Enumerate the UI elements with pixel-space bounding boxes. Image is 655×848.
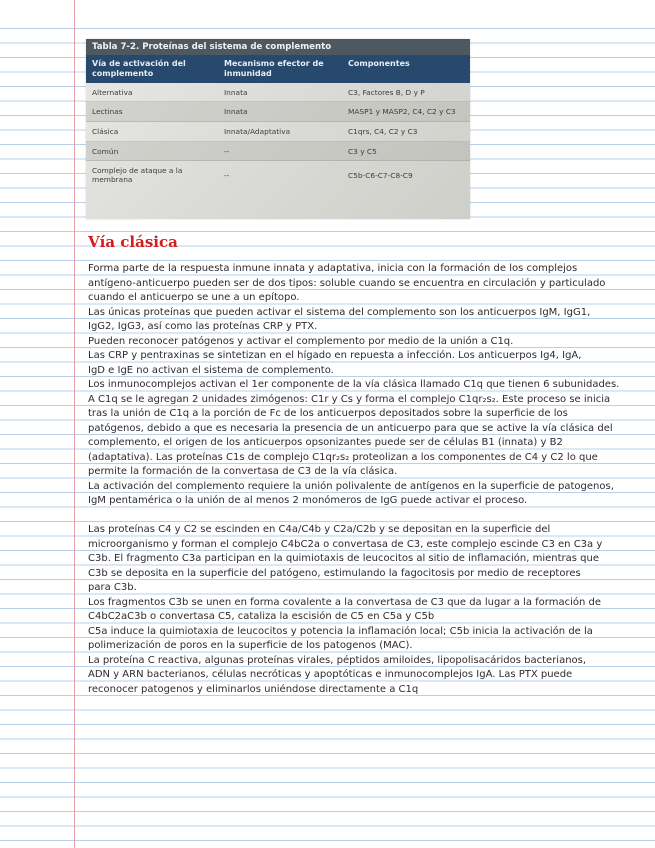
table-cell: Lectinas	[92, 107, 123, 116]
table-cell: --	[224, 170, 230, 180]
table-row	[86, 142, 470, 161]
table-cell: Innata	[224, 107, 248, 116]
section-heading: Vía clásica	[88, 233, 178, 251]
text-line: C3b se deposita en la superficie del patógeno, estimulando la fagocitosis por medio de receptores	[88, 567, 581, 579]
table-header-cell: Vía de activación del complemento	[92, 59, 186, 78]
table-row	[86, 122, 470, 142]
text-line: A C1q se le agregan 2 unidades zimógenos: C1r y Cs y forma el complejo C1qr₂s₂. Este proceso se inicia	[88, 393, 611, 405]
text-line: (adaptativa). Las proteínas C1s de complejo C1qr₂s₂ proteolizan a los componentes de C4 y C2 lo que	[88, 451, 598, 463]
table-cell: C3 y C5	[348, 146, 377, 156]
text-line: patógenos, debido a que es necesaria la presencia de un anticuerpo para que se active la vía clásica del	[88, 422, 613, 434]
table-cell: MASP1 y MASP2, C4, C2 y C3	[348, 107, 456, 116]
text-line: Pueden reconocer patógenos y activar el complemento por medio de la unión a C1q.	[88, 335, 514, 347]
table-row	[86, 83, 470, 102]
table-row	[86, 102, 470, 122]
table-header-row	[86, 55, 470, 83]
text-line: antígeno-anticuerpo pueden ser de dos tipos: soluble cuando se encuentra en circulación y particulado	[88, 277, 606, 289]
table-cell: Complejo de ataque a la membrana	[92, 166, 183, 184]
text-line: IgD e IgE no activan el sistema de complemento.	[88, 364, 334, 376]
text-line: permite la formación de la convertasa de C3 de la vía clásica.	[88, 466, 398, 477]
text-line: C3b. El fragmento C3a participan en la quimiotaxis de leucocitos al sitio de inflamación, mientras que	[88, 553, 599, 564]
margin-line	[74, 0, 75, 848]
text-line: ADN y ARN bacterianos, células necróticas y apoptóticas e inmunocomplejos IgA. Las PTX puede	[88, 669, 573, 680]
table-header-cell: Mecanismo efector de inmunidad	[224, 59, 324, 78]
page-header-band	[0, 0, 655, 22]
text-line: tras la unión de C1q a la porción de Fc de los anticuerpos depositados sobre la superficie de los	[88, 408, 568, 419]
table-row	[86, 161, 470, 189]
text-line: La activación del complemento requiere la unión polivalente de antígenos en la superficie de patogenos,	[88, 480, 614, 492]
table-cell: --	[224, 146, 230, 156]
table-cell: C1qrs, C4, C2 y C3	[348, 127, 418, 136]
blank-line	[88, 509, 644, 524]
text-line: complemento, el origen de los anticuerpos opsonizantes puede ser de células B1 (innata) y B2	[88, 437, 563, 448]
table-cell: Común	[92, 146, 119, 156]
text-line: C4bC2aC3b o convertasa C5, cataliza la escisión de C5 en C5a y C5b	[88, 611, 435, 622]
notes-body	[88, 262, 644, 697]
text-line: Las únicas proteínas que pueden activar el sistema del complemento son los anticuerpos IgM, IgG1,	[88, 306, 591, 318]
text-line: IgM pentamérica o la unión de al menos 2 monómeros de IgG puede activar el proceso.	[88, 495, 528, 506]
table-header-cell: Componentes	[348, 59, 410, 68]
table-cell: C3, Factores B, D y P	[348, 87, 425, 97]
table-cell: C5b-C6-C7-C8-C9	[348, 170, 413, 180]
text-line: polimerización de poros en la superficie de los patogenos (MAC).	[88, 640, 413, 651]
table-cell: Innata	[224, 87, 248, 97]
text-line: Los fragmentos C3b se unen en forma covalente a la convertasa de C3 que da lugar a la formación de	[88, 596, 601, 608]
text-line: Las CRP y pentraxinas se sintetizan en el hígado en repuesta a infección. Los anticuerpos Ig4, IgA,	[88, 350, 582, 361]
table-title: Tabla 7-2. Proteínas del sistema de complemento	[86, 39, 470, 55]
text-line: La proteína C reactiva, algunas proteínas virales, péptidos amiloides, lipopolisacáridos bacterianos,	[88, 654, 587, 666]
text-line: Los inmunocomplejos activan el 1er componente de la vía clásica llamado C1q que tienen 6 subunidades.	[88, 379, 620, 390]
table-cell: Innata/Adaptativa	[224, 127, 291, 136]
text-line: IgG2, IgG3, así como las proteínas CRP y PTX.	[88, 321, 318, 332]
text-line: Las proteínas C4 y C2 se escinden en C4a/C4b y C2a/C2b y se depositan en la superficie del	[88, 524, 551, 535]
text-line: reconocer patogenos y eliminarlos uniéndose directamente a C1q	[88, 683, 419, 695]
text-line: Forma parte de la respuesta inmune innata y adaptativa, inicia con la formación de los complejos	[88, 263, 578, 274]
text-line: C5a induce la quimiotaxia de leucocitos y potencia la inflamación local; C5b inicia la activación de la	[88, 625, 593, 637]
text-line: cuando el anticuerpo se une a un epítopo.	[88, 292, 300, 303]
table-cell: Alternativa	[92, 87, 133, 97]
table-cell: Clásica	[92, 127, 119, 136]
complement-table-photo	[86, 39, 470, 219]
text-line: para C3b.	[88, 582, 137, 593]
text-line: microorganismo y forman el complejo C4bC2a o convertasa de C3, este complejo escinde C3 en C3a y	[88, 538, 603, 550]
